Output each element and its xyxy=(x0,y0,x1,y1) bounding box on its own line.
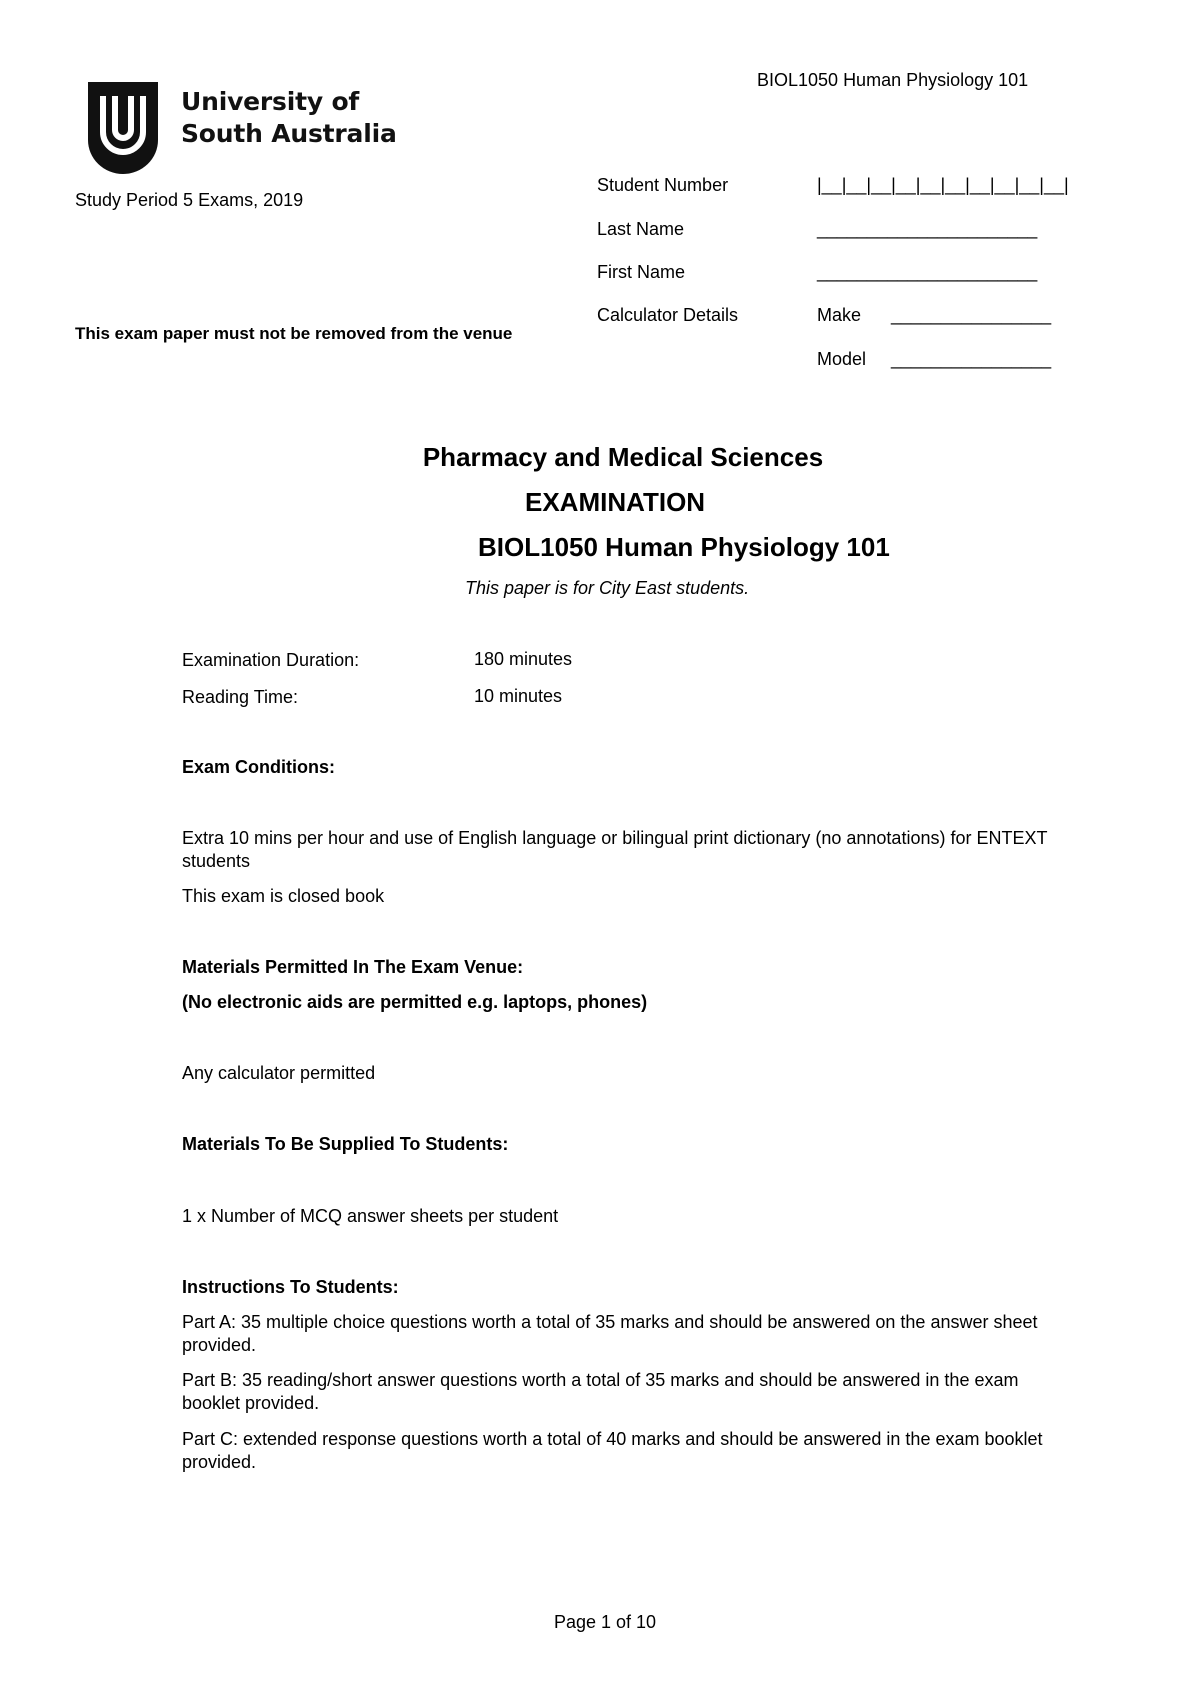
calculator-details-label: Calculator Details xyxy=(597,305,739,325)
first-name-field[interactable]: ______________________ xyxy=(817,262,1038,282)
materials-supplied-item: 1 x Number of MCQ answer sheets per student xyxy=(182,1206,559,1226)
calculator-make-label: Make xyxy=(817,305,862,325)
exam-conditions-closed-book: This exam is closed book xyxy=(182,886,385,906)
course-title: BIOL1050 Human Physiology 101 xyxy=(478,532,890,562)
venue-notice: This exam paper must not be removed from the venue xyxy=(75,324,513,343)
university-logo xyxy=(88,82,397,174)
instructions-part-a: Part A: 35 multiple choice questions worth a total of 35 marks and should be answered on the answer sheet provided. xyxy=(182,1312,1038,1355)
instructions-part-b: Part B: 35 reading/short answer questions worth a total of 35 marks and should be answered in the exam booklet provided. xyxy=(182,1370,1019,1413)
instructions-heading: Instructions To Students: xyxy=(182,1277,399,1297)
reading-time-label: Reading Time: xyxy=(182,687,299,707)
calculator-model-field[interactable]: ________________ xyxy=(891,349,1052,369)
last-name-label: Last Name xyxy=(597,219,685,239)
calculator-model-label: Model xyxy=(817,349,867,369)
university-crest-icon xyxy=(88,82,168,174)
page-number: Page 1 of 10 xyxy=(553,1612,657,1632)
instructions-part-c: Part C: extended response questions worth a total of 40 marks and should be answered in the exam booklet provided. xyxy=(182,1429,1043,1472)
last-name-field[interactable]: ______________________ xyxy=(817,219,1038,239)
duration-value: 180 minutes xyxy=(474,649,573,669)
student-number-field[interactable]: |__|__|__|__|__|__|__|__|__|__| xyxy=(817,175,1069,195)
calculator-make-field[interactable]: ________________ xyxy=(891,305,1052,325)
university-name-line1: University of xyxy=(181,87,360,116)
exam-type-title: EXAMINATION xyxy=(525,487,706,517)
campus-note: This paper is for City East students. xyxy=(465,578,750,598)
reading-time-value: 10 minutes xyxy=(474,686,563,706)
materials-permitted-item: Any calculator permitted xyxy=(182,1063,376,1083)
school-title: Pharmacy and Medical Sciences xyxy=(422,442,824,472)
exam-conditions-extra-time: Extra 10 mins per hour and use of English language or bilingual print dictionary (no annotations) for ENTEXT students xyxy=(182,828,1048,871)
university-name xyxy=(181,86,397,150)
materials-permitted-note: (No electronic aids are permitted e.g. laptops, phones) xyxy=(182,992,648,1012)
materials-permitted-heading: Materials Permitted In The Exam Venue: xyxy=(182,957,524,977)
running-header: BIOL1050 Human Physiology 101 xyxy=(757,70,1029,90)
first-name-label: First Name xyxy=(597,262,686,282)
study-period: Study Period 5 Exams, 2019 xyxy=(75,190,304,210)
duration-label: Examination Duration: xyxy=(182,650,360,670)
exam-conditions-heading: Exam Conditions: xyxy=(182,757,336,777)
university-name-line2: South Australia xyxy=(181,119,397,148)
materials-supplied-heading: Materials To Be Supplied To Students: xyxy=(182,1134,509,1154)
student-number-label: Student Number xyxy=(597,175,729,195)
